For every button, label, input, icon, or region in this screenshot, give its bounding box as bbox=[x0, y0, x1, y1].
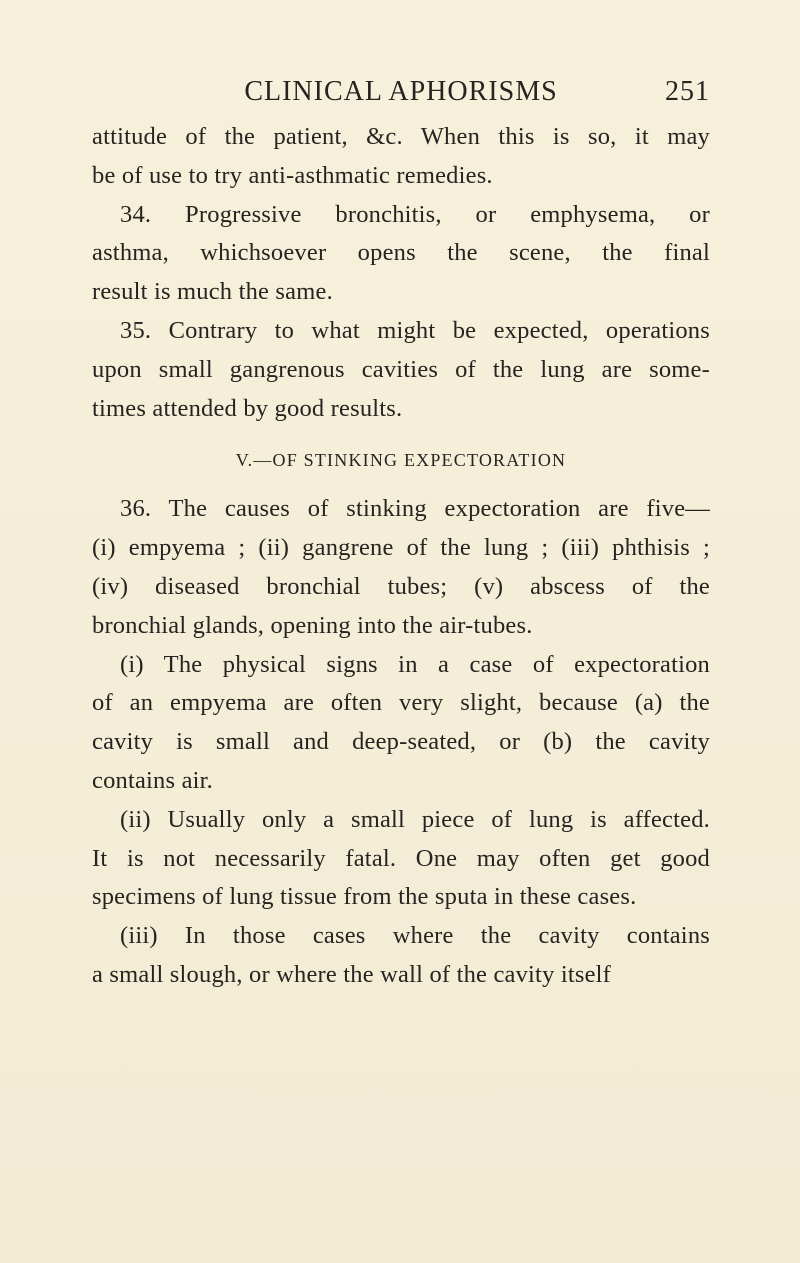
text-line: It is not necessarily fatal. One may often get good bbox=[92, 844, 710, 872]
text-line: asthma, whichsoever opens the scene, the final bbox=[92, 239, 710, 267]
running-title: CLINICAL APHORISMS bbox=[244, 76, 558, 107]
text-line: 36. The causes of stinking expectoration are five— bbox=[120, 495, 710, 523]
paragraph-34 bbox=[92, 196, 710, 312]
paragraph-36 bbox=[92, 490, 710, 645]
paragraph-35 bbox=[92, 312, 710, 428]
text-line: (i) empyema ; (ii) gangrene of the lung ; (iii) phthisis ; bbox=[92, 534, 710, 562]
text-line: result is much the same. bbox=[92, 278, 333, 306]
text-line: (iii) In those cases where the cavity contains bbox=[120, 922, 710, 950]
text-line: (ii) Usually only a small piece of lung is affected. bbox=[120, 805, 710, 833]
text-line: 35. Contrary to what might be expected, operations bbox=[120, 316, 710, 344]
running-head bbox=[92, 72, 710, 112]
paragraph-i bbox=[92, 646, 710, 801]
text-line: specimens of lung tissue from the sputa in these cases. bbox=[92, 883, 637, 911]
paragraph-continuation bbox=[92, 118, 710, 196]
page-number: 251 bbox=[665, 76, 710, 107]
text-line: (i) The physical signs in a case of expectoration bbox=[120, 650, 710, 678]
section-heading: V.—OF STINKING EXPECTORATION bbox=[235, 450, 567, 471]
paragraph-ii bbox=[92, 801, 710, 917]
text-line: times attended by good results. bbox=[92, 394, 403, 422]
text-line: bronchial glands, opening into the air-tubes. bbox=[92, 611, 533, 639]
text-line: upon small gangrenous cavities of the lung are some- bbox=[92, 355, 710, 383]
text-line: contains air. bbox=[92, 766, 213, 794]
text-line: cavity is small and deep-seated, or (b) the cavity bbox=[92, 728, 710, 756]
text-line: 34. Progressive bronchitis, or emphysema, or bbox=[120, 200, 710, 228]
body-text bbox=[92, 118, 710, 995]
paragraph-iii bbox=[92, 917, 710, 995]
text-line: a small slough, or where the wall of the cavity itself bbox=[92, 960, 612, 988]
text-line: be of use to try anti-asthmatic remedies. bbox=[92, 161, 493, 189]
text-line: (iv) diseased bronchial tubes; (v) abscess of the bbox=[92, 572, 710, 600]
text-line: of an empyema are often very slight, because (a) the bbox=[92, 689, 710, 717]
text-line: attitude of the patient, &c. When this is so, it may bbox=[92, 123, 710, 150]
